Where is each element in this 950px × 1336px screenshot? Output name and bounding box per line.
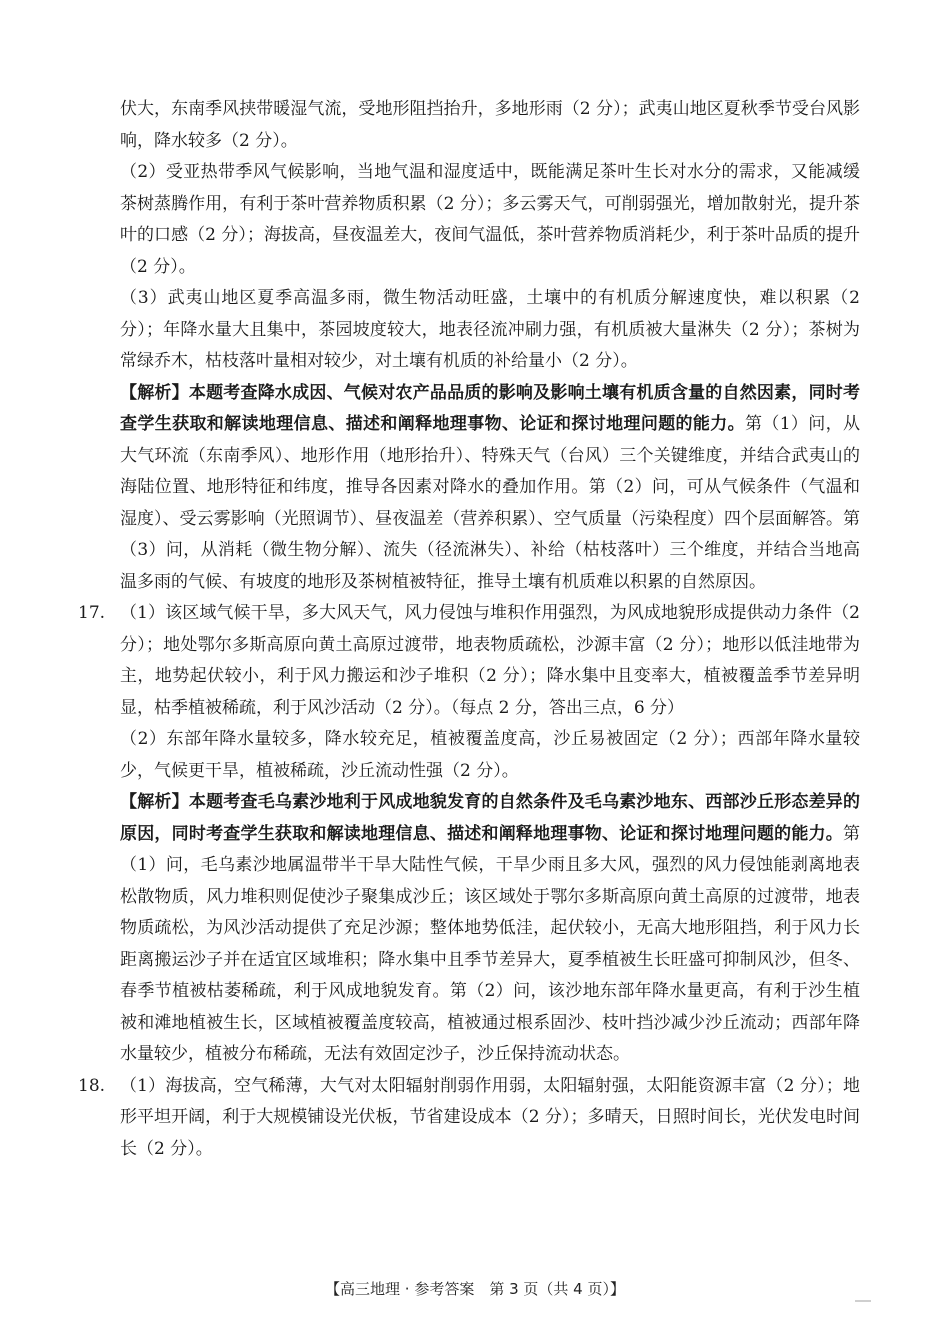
q17-part1-answer: （1）该区域气候干旱，多大风天气，风力侵蚀与堆积作用强烈，为风成地貌形成提供动力条件（2 分）；地处鄂尔多斯高原向黄土高原过渡带，地表物质疏松，沙源丰富（2 分）；地形以低洼地带为主，地势起伏较小，利于风力搬运和沙子堆积（2 分）；降水集中且变率大，植被覆盖季节差异明显，枯季植被稀疏，利于风沙活动（2 分）。（每点 2 分，答出三点，6 分） (120, 603, 860, 718)
q17-part2-answer: （2）东部年降水量较多，降水较充足，植被覆盖度高，沙丘易被固定（2 分）；西部年降水量较少，气候更干旱，植被稀疏，沙丘流动性强（2 分）。 (120, 729, 860, 781)
scan-mark (855, 1300, 871, 1302)
q16-part3-answer: （3）武夷山地区夏季高温多雨，微生物活动旺盛，土壤中的有机质分解速度快，难以积累（2 分）；年降水量大且集中，茶园坡度较大，地表径流冲刷力强，有机质被大量淋失（2 分）；茶树为常绿乔木，枯枝落叶量相对较少，对土壤有机质的补给量小（2 分）。 (120, 288, 860, 371)
question-18 (78, 1071, 860, 1166)
q17-analysis-body: 第（1）问，毛乌素沙地属温带半干旱大陆性气候，干旱少雨且多大风，强烈的风力侵蚀能剥离地表松散物质，风力堆积则促使沙子聚集成沙丘；该区域处于鄂尔多斯高原向黄土高原的过渡带，地表物质疏松，为风沙活动提供了充足沙源；整体地势低洼，起伏较小，无高大地形阻挡，利于风力长距离搬运沙子并在适宜区域堆积；降水集中且季节差异大，夏季植被生长旺盛可抑制风沙，但冬、春季节植被枯萎稀疏，利于风成地貌发育。第（2）问，该沙地东部年降水量更高，有利于沙生植被和滩地植被生长，区域植被覆盖度较高，植被通过根系固沙、枝叶挡沙减少沙丘流动；西部年降水量较少，植被分布稀疏，无法有效固定沙子，沙丘保持流动状态。 (120, 823, 860, 1064)
question-17-number: 17. (78, 603, 106, 623)
page-footer: 【高三地理 · 参考答案 第 3 页（共 4 页）】 (325, 1280, 625, 1298)
page-content (78, 94, 860, 1165)
q18-part1-answer: （1）海拔高，空气稀薄，大气对太阳辐射削弱作用弱，太阳辐射强，太阳能资源丰富（2 分）；地形平坦开阔，利于大规模铺设光伏板，节省建设成本（2 分）；多晴天，日照时间长，光伏发电时间长（2 分）。 (120, 1075, 860, 1159)
question-17 (78, 598, 860, 1071)
question-18-number: 18. (78, 1075, 106, 1096)
q16-analysis-heading: 【解析】本题考查降水成因、气候对农产品品质的影响及影响土壤有机质含量的自然因素，同时考查学生获取和解读地理信息、描述和阐释地理事物、论证和探讨地理问题的能力。 (120, 382, 860, 434)
q16-part2-answer: （2）受亚热带季风气候影响，当地气温和湿度适中，既能满足茶叶生长对水分的需求，又能减缓茶树蒸腾作用，有利于茶叶营养物质积累（2 分）；多云雾天气，可削弱强光，增加散射光，提升茶叶的口感（2 分）；海拔高，昼夜温差大，夜间气温低，茶叶营养物质消耗少，利于茶叶品质的提升（2 分）。 (120, 162, 860, 277)
q16-analysis-body: 第（1）问，从大气环流（东南季风）、地形作用（地形抬升）、特殊天气（台风）三个关键维度，并结合武夷山的海陆位置、地形特征和纬度，推导各因素对降水的叠加作用。第（2）问，可从气候条件（气温和湿度）、受云雾影响（光照调节）、昼夜温差（营养积累）、空气质量（污染程度）四个层面解答。第（3）问，从消耗（微生物分解）、流失（径流淋失）、补给（枯枝落叶）三个维度，并结合当地高温多雨的气候、有坡度的地形及茶树植被特征，推导土壤有机质难以积累的自然原因。 (120, 414, 860, 592)
q17-analysis-heading: 【解析】本题考查毛乌素沙地利于风成地貌发育的自然条件及毛乌素沙地东、西部沙丘形态差异的原因，同时考查学生获取和解读地理信息、描述和阐释地理事物、论证和探讨地理问题的能力。 (120, 792, 860, 844)
q16-analysis (120, 378, 860, 599)
q16-part1-continued: 伏大，东南季风挟带暖湿气流，受地形阻挡抬升，多地形雨（2 分）；武夷山地区夏秋季节受台风影响，降水较多（2 分）。 (120, 99, 860, 151)
q17-analysis (120, 787, 860, 1071)
